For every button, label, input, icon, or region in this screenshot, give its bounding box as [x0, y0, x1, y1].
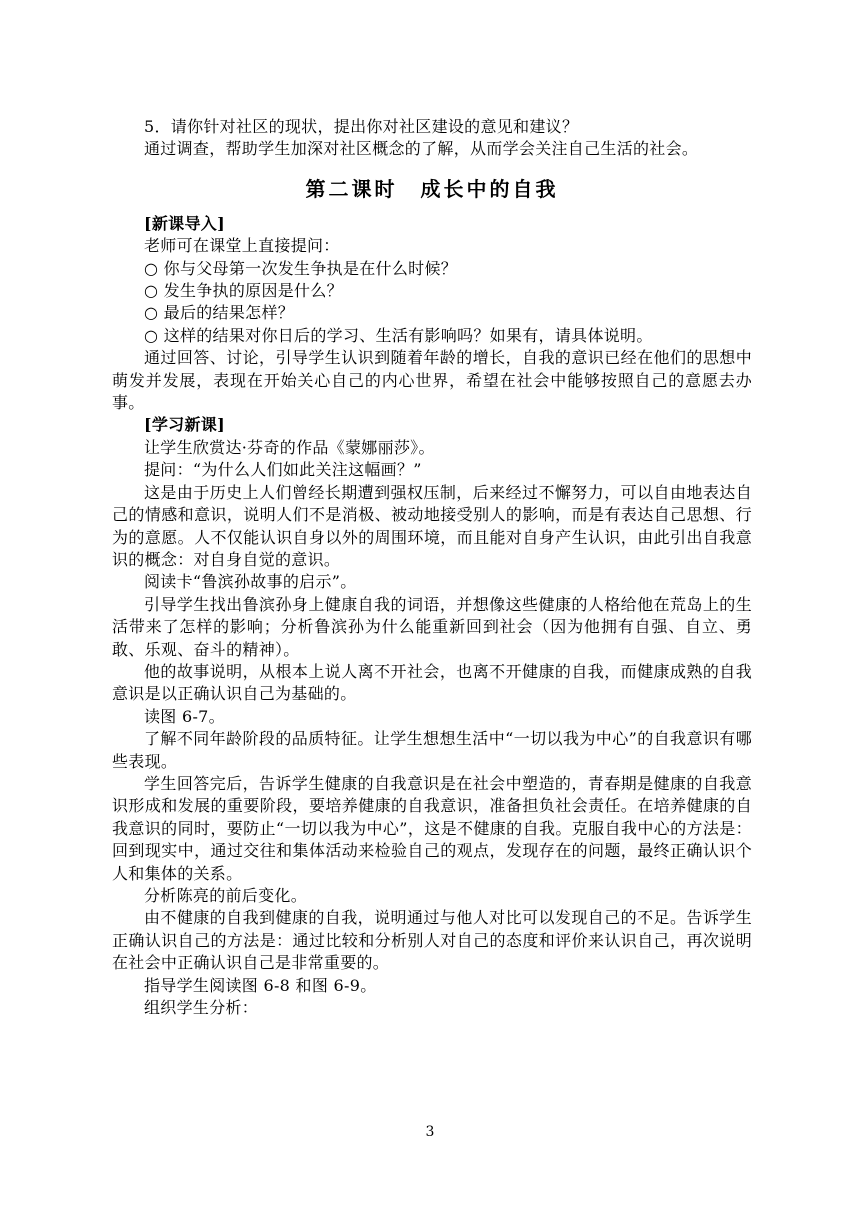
paragraph-comparison: 由不健康的自我到健康的自我，说明通过与他人对比可以发现自己的不足。告诉学生正确认识自己的方法是：通过比较和分析别人对自己的态度和评价来认识自己，再次说明在社会中正确认识自己是非常重要的。 [112, 908, 752, 973]
paragraph-robinson-guide: 引导学生找出鲁滨孙身上健康自我的词语，并想像这些健康的人格给他在荒岛上的生活带来了怎样的影响；分析鲁滨孙为什么能重新回到社会（因为他拥有自强、自立、勇敢、乐观、奋斗的精神）。 [112, 594, 752, 659]
paragraph-robinson-story: 他的故事说明，从根本上说人离不开社会，也离不开健康的自我，而健康成熟的自我意识是以正确认识自己为基础的。 [112, 661, 752, 704]
paragraph-teacher-asks: 老师可在课堂上直接提问： [144, 236, 340, 256]
paragraph-figures-6-8-6-9: 指导学生阅读图 6-8 和图 6-9。 [144, 975, 377, 995]
paragraph-organize-analysis: 组织学生分析： [144, 998, 259, 1018]
paragraph-healthy-self: 学生回答完后，告诉学生健康的自我意识是在社会中塑造的，青春期是健康的自我意识形成和发展的重要阶段，要培养健康的自我意识，准备担负社会责任。在培养健康的自我意识的同时，要防止“一切以我为中心”，这是不健康的自我。克服自我中心的方法是：回到现实中，通过交往和集体活动来检验自己的观点，发现存在的问题，最终正确认识个人和集体的关系。 [112, 773, 752, 883]
paragraph-survey-summary: 通过调查，帮助学生加深对社区概念的了解，从而学会关注自己生活的社会。 [144, 139, 699, 159]
page-body [112, 116, 752, 1019]
paragraph-chen-liang: 分析陈亮的前后变化。 [144, 886, 308, 905]
paragraph-history-explanation: 这是由于历史上人们曾经长期遭到强权压制，后来经过不懈努力，可以自由地表达自己的情感和意识，说明人们不是消极、被动地接受别人的影响，而是有表达自己思想、行为的意愿。人不仅能认识自身以外的周围环境，而且能对自身产生认识，由此引出自我意识的概念：对自身自觉的意识。 [112, 482, 752, 569]
bullet-question-1: ○ 你与父母第一次发生争执是在什么时候？ [144, 258, 458, 278]
bullet-question-4: ○ 这样的结果对你日后的学习、生活有影响吗？如果有，请具体说明。 [144, 325, 653, 345]
paragraph-discussion: 通过回答、讨论，引导学生认识到随着年龄的增长，自我的意识已经在他们的思想中萌发并发展，表现在开始关心自己的内心世界，希望在社会中能够按照自己的意愿去办事。 [112, 348, 752, 413]
page-number: 3 [425, 1124, 435, 1140]
heading-new-lesson-intro: [新课导入] [144, 213, 225, 233]
paragraph-reading-card: 阅读卡“鲁滨孙故事的启示”。 [144, 572, 357, 592]
section-title: 第二课时 成长中的自我 [305, 176, 559, 201]
paragraph-question-why: 提问：“为什么人们如此关注这幅画？” [144, 460, 422, 480]
bullet-question-3: ○ 最后的结果怎样？ [144, 303, 295, 323]
paragraph-age-traits: 了解不同年龄阶段的品质特征。让学生想想生活中“一切以我为中心”的自我意识有哪些表现。 [112, 729, 752, 771]
paragraph-question-5: 5．请你针对社区的现状，提出你对社区建设的意见和建议？ [144, 117, 579, 136]
paragraph-mona-lisa: 让学生欣赏达·芬奇的作品《蒙娜丽莎》。 [144, 437, 435, 457]
heading-learn-new-lesson: [学习新课] [144, 415, 225, 435]
bullet-question-2: ○ 发生争执的原因是什么？ [144, 281, 343, 301]
paragraph-read-figure-6-7: 读图 6-7。 [144, 706, 225, 726]
